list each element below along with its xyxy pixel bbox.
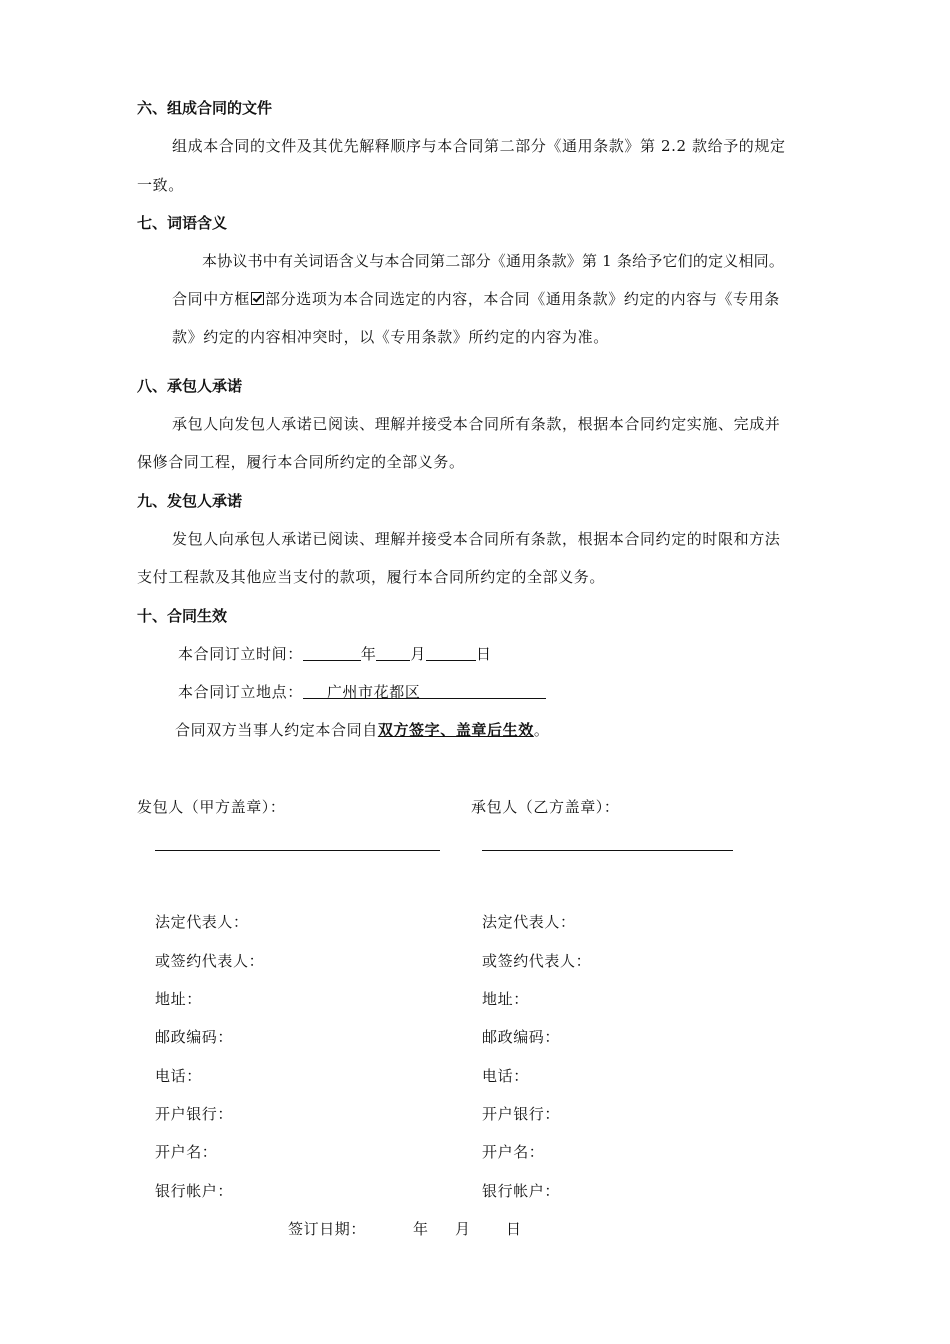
- section-8-line-2: 保修合同工程，履行本合同所约定的全部义务。: [137, 453, 465, 471]
- section-9-line-1: 发包人向承包人承诺已阅读、理解并接受本合同所有条款，根据本合同约定的时限和方法: [172, 530, 781, 548]
- contract-date-row: [178, 643, 492, 664]
- place-blank-tail: [420, 683, 546, 699]
- day-blank[interactable]: [426, 645, 476, 661]
- contract-place-label: 本合同订立地点：: [178, 683, 303, 701]
- section-9-line-2: 支付工程款及其他应当支付的款项，履行本合同所约定的全部义务。: [137, 568, 606, 586]
- effect-bold: 双方签字、盖章后生效: [377, 721, 534, 739]
- party-a-field: 电话：: [155, 1067, 202, 1085]
- section-6-line-1: 组成本合同的文件及其优先解释顺序与本合同第二部分《通用条款》第 2.2 款给予的规定: [172, 137, 786, 155]
- party-b-field: 开户名：: [482, 1143, 545, 1161]
- party-a-field: 地址：: [155, 990, 202, 1008]
- sign-date-day: 日: [506, 1220, 522, 1238]
- checked-box-icon: [251, 292, 264, 305]
- section-6-heading: 六、组成合同的文件: [137, 99, 273, 117]
- party-a-field: 银行帐户：: [155, 1182, 234, 1200]
- party-a-signature-line[interactable]: [155, 850, 440, 851]
- section-7-line-2-pre: 合同中方框: [172, 290, 251, 308]
- party-a-title: 发包人（甲方盖章）：: [137, 798, 286, 816]
- party-b-field: 开户银行：: [482, 1105, 561, 1123]
- section-10-heading: 十、合同生效: [137, 607, 228, 625]
- party-b-field: 地址：: [482, 990, 529, 1008]
- year-blank[interactable]: [303, 645, 361, 661]
- effect-pre: 合同双方当事人约定本合同自: [175, 721, 378, 739]
- party-b-field: 邮政编码：: [482, 1028, 561, 1046]
- section-7-heading: 七、词语含义: [137, 214, 228, 232]
- party-b-field: 或签约代表人：: [482, 952, 592, 970]
- section-8-line-1: 承包人向发包人承诺已阅读、理解并接受本合同所有条款，根据本合同约定实施、完成并: [172, 415, 781, 433]
- year-label: 年: [360, 645, 377, 663]
- contract-place-value: 广州市花都区: [326, 683, 421, 701]
- party-b-field: 电话：: [482, 1067, 529, 1085]
- contract-effect-row: [175, 719, 549, 740]
- section-9-heading: 九、发包人承诺: [137, 492, 243, 510]
- month-blank[interactable]: [376, 645, 410, 661]
- contract-place-row: [178, 681, 546, 702]
- section-7-line-1: 本协议书中有关词语含义与本合同第二部分《通用条款》第 1 条给予它们的定义相同。: [202, 252, 785, 270]
- section-8-heading: 八、承包人承诺: [137, 377, 243, 395]
- party-a-field: 邮政编码：: [155, 1028, 234, 1046]
- party-a-field: 开户名：: [155, 1143, 218, 1161]
- place-blank-lead: [303, 683, 327, 699]
- section-7-line-2: [172, 288, 780, 309]
- sign-date-year: 年: [413, 1220, 429, 1238]
- party-b-field: 法定代表人：: [482, 913, 576, 931]
- party-b-title: 承包人（乙方盖章）：: [471, 798, 620, 816]
- effect-post: 。: [533, 721, 550, 739]
- party-b-signature-line[interactable]: [482, 850, 733, 851]
- section-6-line-2: 一致。: [137, 176, 184, 194]
- contract-date-label: 本合同订立时间：: [178, 645, 303, 663]
- month-label: 月: [410, 645, 427, 663]
- sign-date-month: 月: [455, 1220, 471, 1238]
- party-a-field: 开户银行：: [155, 1105, 234, 1123]
- section-7-line-3: 款》约定的内容相冲突时，以《专用条款》所约定的内容为准。: [172, 328, 609, 346]
- party-a-field: 法定代表人：: [155, 913, 249, 931]
- party-b-field: 银行帐户：: [482, 1182, 561, 1200]
- sign-date-label: 签订日期：: [288, 1220, 367, 1238]
- party-a-field: 或签约代表人：: [155, 952, 265, 970]
- section-7-line-2-post: 部分选项为本合同选定的内容，本合同《通用条款》约定的内容与《专用条: [265, 290, 780, 308]
- day-label: 日: [476, 645, 492, 663]
